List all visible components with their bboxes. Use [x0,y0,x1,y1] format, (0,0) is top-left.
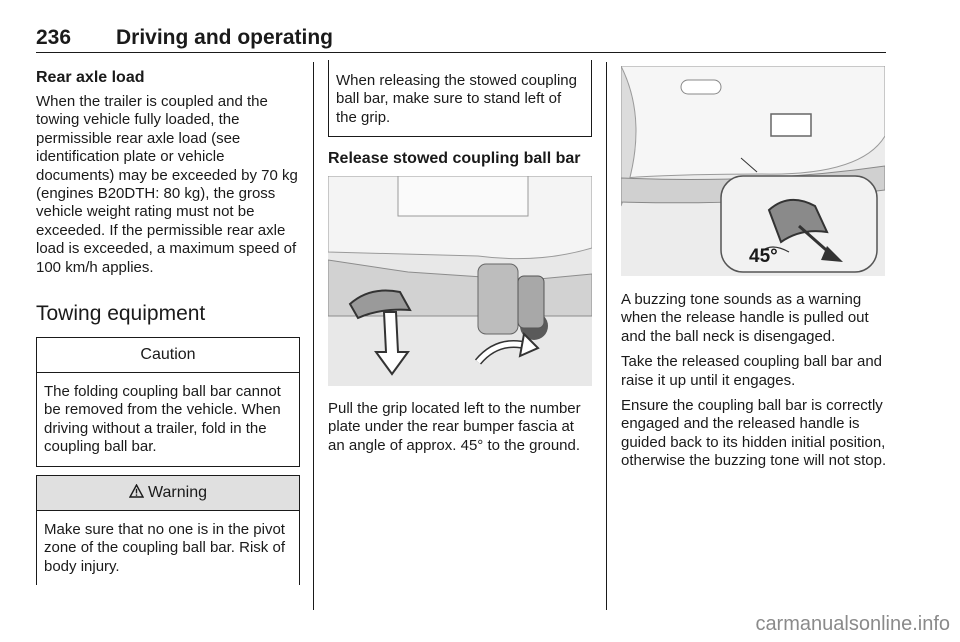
page-number: 236 [36,26,72,49]
page-header [36,26,886,53]
ensure-engaged-text: Ensure the coupling ball bar is correctly engaged and the released handle is guided back to its hidden initial position, otherwise the buzzing tone will not stop. [621,397,887,470]
column-divider [313,62,314,610]
column-3 [621,291,887,478]
rear-axle-text: When the trailer is coupled and the towing vehicle fully loaded, the permissible rear axle load (see identification plate or vehicle documents) may be exceeded by 70 kg (engines B20DTH: 80 kg), the gross vehicle weight rating must not be exceeded. If the permissible rear axle load is exceeded, a maximum speed of 100 km/h applies. [36,93,298,276]
column-divider [606,62,607,610]
release-grip-illustration [328,176,592,386]
rear-axle-heading: Rear axle load [36,69,145,86]
buzzer-handle-illustration [621,66,885,276]
watermark: carmanualsonline.info [755,613,950,635]
continued-warning-box [328,60,592,137]
column-1 [36,62,300,585]
warning-triangle-icon [129,484,144,502]
buzzing-tone-text: A buzzing tone sounds as a warning when the release handle is pulled out and the ball neck is disengaged. [621,291,869,345]
raise-ball-bar-text: Take the released coupling ball bar and raise it up until it engages. [621,353,883,389]
towing-heading: Towing equipment [36,302,206,326]
warning-box [36,475,300,585]
column-2 [328,62,592,174]
caution-title: Caution [37,338,299,373]
warning-title: Warning [148,483,207,501]
caution-box [36,337,300,467]
release-heading: Release stowed coupling ball bar [328,150,581,168]
angle-label: 45° [749,246,778,267]
warning-header [37,476,299,511]
warning-text: Make sure that no one is in the pivot zone of the coupling ball bar. Risk of body injury. [44,520,285,575]
continued-warning-text: When releasing the stowed coupling ball bar, make sure to stand left of the grip. [336,72,577,126]
release-caption: Pull the grip located left to the number plate under the rear bumper fascia at an angle of approx. 45° to the ground. [328,400,581,454]
section-title: Driving and operating [116,26,334,49]
caution-text: The folding coupling ball bar cannot be removed from the vehicle. When driving without a trailer, fold in the coupling ball bar. [44,383,281,456]
